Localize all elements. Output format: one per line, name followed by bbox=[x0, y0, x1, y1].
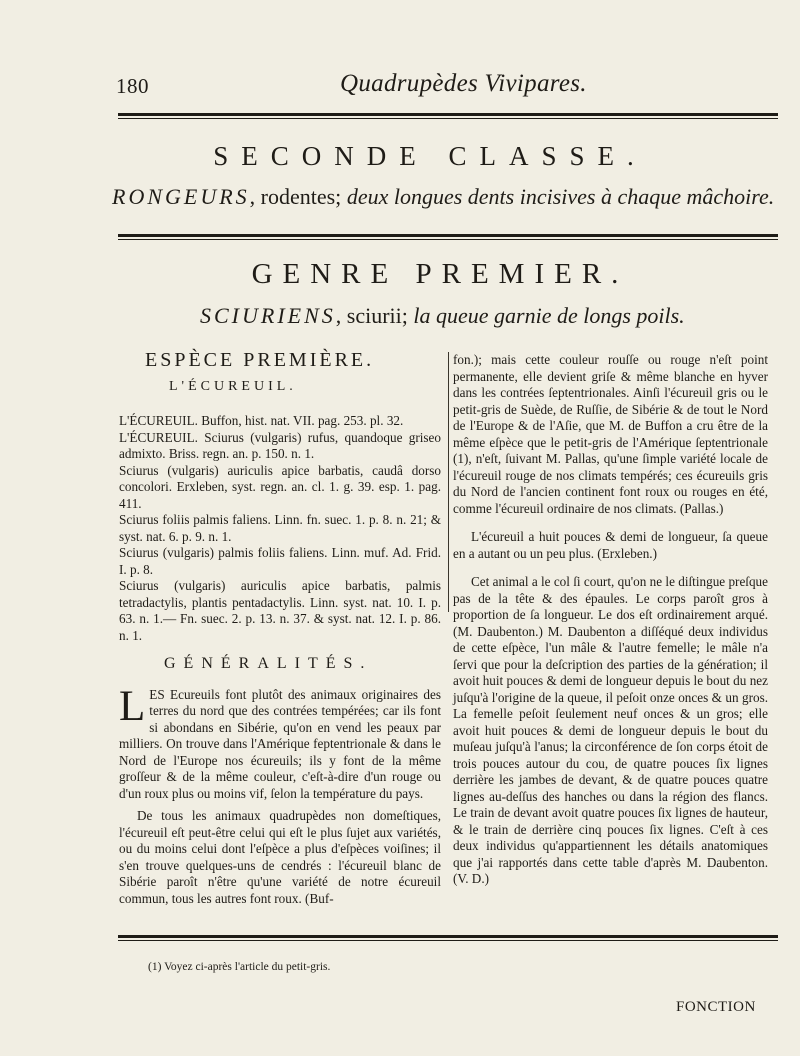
page-number: 180 bbox=[116, 74, 149, 98]
class-rule-thin bbox=[118, 239, 778, 240]
class-rule-thick bbox=[118, 234, 778, 237]
header-rule-thick bbox=[118, 113, 778, 116]
generalites-heading: GÉNÉRALITÉS. bbox=[164, 655, 373, 672]
footnote: (1) Voyez ci-après l'article du petit-gris. bbox=[148, 961, 331, 973]
synonymy-entry: L'ÉCUREUIL. Sciurus (vulgaris) rufus, quandoque griseo admixto. Briss. regn. an. p. 150. n. 1. bbox=[119, 429, 441, 461]
genre-name: SCIURIENS bbox=[200, 303, 336, 328]
synonymy-entry: Sciurus foliis palmis faliens. Linn. fn. suec. 1. p. 8. n. 21; & syst. nat. 6. p. 9. n. 1. bbox=[119, 512, 441, 544]
genre-subtitle bbox=[200, 303, 760, 329]
synonymy-entry: Sciurus (vulgaris) auriculis apice barbatis, palmis tetradactylis, plantis pentadactylis. Linn. syst. nat. 10. I. p. 63. n. 1.— Fn. suec. 2. p. 13. n. 37. & syst. nat. 12. I. p. 86. n. 1. bbox=[119, 578, 441, 643]
class-subtitle bbox=[112, 184, 775, 210]
footer-rule-thin bbox=[118, 940, 778, 941]
genre-latin: , sciurii; bbox=[335, 303, 408, 328]
synonymy-entry: Sciurus (vulgaris) palmis foliis faliens. Linn. muf. Ad. Frid. I. p. 8. bbox=[119, 545, 441, 577]
left-column bbox=[119, 349, 441, 913]
class-heading: SECONDE CLASSE. bbox=[213, 141, 647, 171]
synonymy-entry: Sciurus (vulgaris) auriculis apice barbatis, caudâ dorso concolori. Erxleben, syst. regn. an. cl. 1. g. 39. esp. 1. pag. 411. bbox=[119, 462, 441, 511]
genre-heading: GENRE PREMIER. bbox=[251, 258, 629, 290]
synonymy-block bbox=[119, 413, 441, 644]
running-head bbox=[0, 66, 800, 106]
footer-rule-thick bbox=[118, 935, 778, 938]
column-divider bbox=[448, 352, 449, 612]
drop-cap: L bbox=[119, 682, 146, 730]
paragraph: Cet animal a le col ſi court, qu'on ne le diſtingue preſque pas de la tête & des épaules. Le corps paroît gros à proportion de ſa longueur. Le dos eſt ordinairement arqué. (M. Daubenton.) M. Daubenton a diſſéqué deux individus de cette eſpèce, l'un mâle & l'autre femelle; le mâle n'a ſervi que pour la deſcription des parties de la génération; il avoit huit pouces & demi de longueur depuis le bout du nez juſqu'à l'origine de la queue, il peſoit onze onces & un gros. La femelle peſoit ſeulement neuf onces & un gros; elle avoit huit pouces & demi de longueur depuis le bout du muſeau juſqu'à l'anus; la circonférence de ſon corps étoit de trois pouces autour du cou, de quatre pouces ſix lignes derrière les jambes de devant, & de quatre pouces quatre lignes au-deſſus des hanches ou dans la région des flancs. Le train de devant avoit quatre pouces ſix lignes de hauteur, & le train de derrière cinq pouces ſix lignes. C'eſt à ces deux individus qu'appartiennent les détails anatomiques que j'ai rapportés dans cette table d'après M. Daubenton. (V. D.) bbox=[453, 574, 768, 886]
genre-description: la queue garnie de longs poils. bbox=[413, 303, 685, 328]
espece-heading: ESPÈCE PREMIÈRE. bbox=[145, 349, 375, 371]
header-rule-thin bbox=[118, 118, 778, 119]
synonymy-entry: L'ÉCUREUIL. Buffon, hist. nat. VII. pag. 253. pl. 32. bbox=[119, 413, 404, 428]
paragraph: ES Ecureuils font plutôt des animaux originaires des terres du nord que des contrées tempérées; car ils font si abondans en Sibérie, qu'on en vend les peaux par milliers. On trouve dans l'Amérique feptentrionale & dans le Nord de l'Europe nos écureuils; ils y font de la même groſſeur & de la même couleur, c'eſt-à-dire d'un rouge ou d'un roux plus ou moins vif, ſelon la température du pays. bbox=[119, 686, 441, 801]
class-latin: , rodentes; bbox=[249, 184, 342, 209]
right-column bbox=[453, 352, 768, 900]
class-description: deux longues dents incisives à chaque mâchoire. bbox=[346, 184, 775, 209]
catchword: FONCTION bbox=[676, 999, 756, 1015]
paragraph: fon.); mais cette couleur rouſſe ou rouge n'eſt point permanente, elle devient griſe & même blanche en hyver dans les contrées ſeptentrionales. Ainſi l'écureuil gris ou le petit-gris de Suède, de Ruſſie, de Sibérie & de tout le Nord de l'Europe & de l'Aſie, que M. de Buffon a cru être de la même eſpèce que le petit-gris de l'Amérique ſeptentrionale (1), n'eſt, ſuivant M. Pallas, qu'une ſimple variété locale de l'écureuil rouge de nos climats tempérés; ces écureuils gris du Nord de l'ancien continent font roux ou rouges en été, comme l'écureuil ordinaire de nos climats. (Pallas.) bbox=[453, 352, 768, 516]
paragraph: De tous les animaux quadrupèdes non domeſtiques, l'écureuil eſt peut-être celui qui eſt le plus ſujet aux variétés, ou du moins celui dont l'eſpèce a plus d'eſpèces voiſines; il s'en trouve quelques-uns de cendrés : l'écureuil blanc de Sibérie paroît n'être qu'une variété de notre écureuil commun, tous les autres font roux. (Buf- bbox=[119, 808, 441, 906]
class-name: RONGEURS bbox=[112, 184, 250, 209]
paragraph: L'écureuil a huit pouces & demi de longueur, ſa queue en a autant ou un peu plus. (Erxleben.) bbox=[453, 529, 768, 561]
running-title: Quadrupèdes Vivipares. bbox=[340, 70, 587, 97]
espece-name: L'ÉCUREUIL. bbox=[169, 378, 297, 394]
